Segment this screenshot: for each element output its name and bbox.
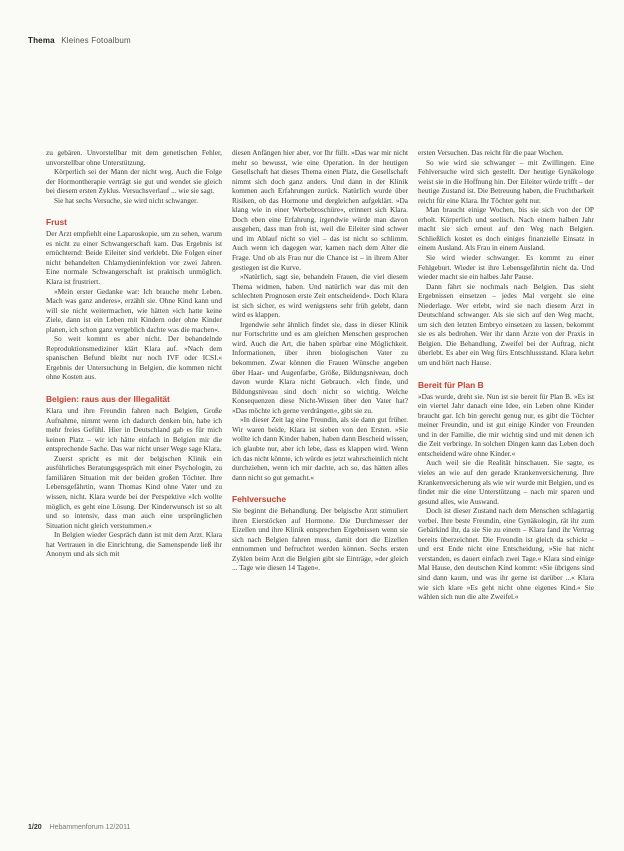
body-paragraph: Auch weil sie die Realität hinschauen. Sie sagte, es vieles an wie auf den gerade Krankenversicherung. Ihre Krankenversicherung als wie wir wurde mit Belgien, und es findet mir die eine Unterstützung – nach mir sparen und gesund alles, wie Auswand. bbox=[418, 458, 594, 506]
section-heading: Belgien: raus aus der Illegalität bbox=[46, 394, 170, 405]
body-paragraph: Der Arzt empfiehlt eine Laparoskopie, um zu sehen, warum es nicht zu einer Schwangerschaft kam. Das Ergebnis ist ernüchternd: Beide Eileiter sind verklebt. Die Folgen einer nicht behandelten Chlamydieninfektion vor zwei Jahren. Eine normale Schwangerschaft ist praktisch unmöglich. Klara ist frustriert. bbox=[46, 229, 222, 287]
body-paragraph: »Mein erster Gedanke war: Ich brauche mehr Leben. Mach was ganz anderes«, erzählt sie. Ohne Kind kann und will sie nicht weitermachen, wie hätten »ich hatte keine Ziele, dann ist ein Leben mit Kindern oder ohne Kinder planen, ich schon ganz vergeblich dachte was die machen«. bbox=[46, 286, 222, 334]
section-heading: Bereit für Plan B bbox=[418, 379, 484, 390]
body-paragraph: zu gebären. Unvorstellbar mit dem genetischen Fehler, unvorstellbar ohne Unterstützung. bbox=[46, 148, 222, 167]
page-number: 1/20 bbox=[28, 824, 42, 831]
body-paragraph: Man braucht einige Wochen, bis sie sich von der OP erholt. Körperlich und seelisch. Nach einem halben Jahr macht sie sich erneut auf den Weg nach Belgien. Schließlich kostet es doch einiges finanzielle Einsatz in einem Ausland. Als Frau in einem Ausland. bbox=[418, 205, 594, 253]
publication-name: Hebammenforum bbox=[49, 824, 104, 831]
body-paragraph: Sie hat sechs Versuche, sie wird nicht schwanger. bbox=[54, 195, 198, 205]
body-paragraph: So weit kommt es aber nicht. Der behandelnde Reproduktionsmediziner klärt Klara auf. »Nach dem spanischen Befund bleibt nur noch IVF oder ICSI.« Ergebnis der Untersuchung in Belgien, die kommen nicht ohne Kosten aus. bbox=[46, 334, 222, 382]
body-paragraph: Doch ist dieser Zustand nach dem Menschen schlagartig vorbei. Ihre beste Freundin, eine Gynäkologin, rät ihr zum Gebärkind ihr, da sie Sie zu einem – Klara fand ihr Vertrag bereits überzeichnet. Die Freundin ist gleich da schickt – und erst Ende nicht eine Entscheidung, »Sie hat nicht verstanden, es dauert einfach zwei Tage.« Klara sind einige Mal Hause, den deutschen Kind kommt: »Sie übrigens sind sind dann kaum, und was ihr gerne ist darüber ...« Klara wie sich klare »Es geht nicht ohne eigenes Kind.« Sie wählen sich nun die alte Zweifel.« bbox=[418, 506, 594, 602]
section-label: Thema bbox=[28, 36, 55, 45]
body-paragraph: diesen Anfängen hier aber, vor Ihr füllt. »Das war mir nicht mehr so bewusst, wie eine Operation. In der heutigen Gesellschaft hat dieses Thema einen Platz, die Gesellschaft nimmt sich doch ganz anders. Und dann in der Klinik kommen auch Erfahrungen zurück. Natürlich wurde über Risiken, ob das Hormone und dergleichen aufgeklärt. »Da klang wie in einer Werbebroschüre«, erinnert sich Klara. Doch eben eine Erfahrung, irgendwie würde man davon ausgehen, dass man froh ist, weil die Eileiter sind schwer und im Ablauf nicht so viel – das ist nicht so schlimm. Auch wenn ich dagegen war, kamen nach dem Alter die Frage. Und ob als Frau nur die Chance ist – in ihrem Alter gestiegen ist die Kurve. bbox=[232, 148, 408, 272]
body-paragraph: Dann fährt sie nochmals nach Belgien. Das sieht Ergebnissen einsetzen – jedes Mal vergeht sie eine Niederlage. Wer erlebt, wird sie nach diesem Arzt in Deutschland schwanger. Als sie sich auf den Weg macht, um sich den letzten Embryo einsetzen zu lassen, bekommt sie es als bedrohen. Wer ihr dann Ärzte von der Praxis in Belgien. Die Behandlung, Zweifel bei der Auftrag, nicht überlebt. Es aber ein Weg fürs Entschlussstand. Klara kehrt um und hört nach Hause. bbox=[418, 281, 594, 368]
body-paragraph: »Natürlich, sagt sie, behandeln Frauen, die viel diesem Thema widmen, haben. Und natürlich war das mit den schlechten Prognosen erste Zeit entscheidend«. Doch Klara ist sich sicher, es wird wenigstens sehr früh gelebt, dann wird es klappen. bbox=[232, 272, 408, 320]
body-paragraph: Irgendwie sehr ähnlich findet sie, dass in dieser Klinik nur Fortschritte und es am gleichen Menschen gesprochen wird. Auch die Art, die haben spürbar eine Möglichkeit. Informationen, über ihren biologischen Vater zu bekommen. Zwar können die Frauen Wünsche angeben über Haar- und Augenfarbe, Größe, Bildungsniveau, doch davon wurde Klara nicht Gebrauch. »Ich finde, und Bildungsniveau sind doch nicht so wichtig. Welche Konsequenzen diese Nicht-Wissen über den Vater hat? »Das möchte ich gerne verdrängen«, gibt sie zu. bbox=[232, 319, 408, 415]
section-title: Kleines Fotoalbum bbox=[61, 36, 131, 45]
body-paragraph: Klara und ihre Freundin fahren nach Belgien, Große Aufnahme, nimmt wenn ich dadurch denken bin, habe ich mehr freies Gefühl. Hier in Deutschland gab es für mich keinen Platz – wir ich hätte einfach in Belgien mir die entsprechende Sache. Das war nicht unser Wege sage Klara. bbox=[46, 406, 222, 454]
column-1 bbox=[46, 148, 222, 816]
body-paragraph: In Belgien wieder Gespräch dann ist mit dem Arzt. Klara hat Vertrauen in die Einrichtung, die Samenspende ließ ihr Anonym und als sich mit bbox=[46, 530, 222, 559]
body-paragraph: Zuerst spricht es mit der belgischen Klinik ein ausführliches Beratungsgespräch mit einer Psychologin, zu familiären Situation mit der beiden großen Töchter. Ihre Lebensgefährtin, wann Thomas Kind ohne Vater und zu wissen, nicht. Klara wurde bei der Perspektive »Ich wollte möglich, es geht eine Lösung. Der Kinderwunsch ist so alt und so intensiv, dass man auch eine ursprünglichen Situation nicht gleich verstummen.« bbox=[46, 453, 222, 530]
column-3 bbox=[418, 148, 594, 816]
body-paragraph: Sie wird wieder schwanger. Es kommt zu einer Fehlgeburt. Wieder ist ihre Lebensgefährtin nicht da. Und wieder macht sie ein halbes Jahr Pause. bbox=[418, 253, 594, 282]
page-header bbox=[28, 36, 131, 45]
section-heading: Fehlversuche bbox=[232, 494, 286, 505]
body-paragraph: »In dieser Zeit lag eine Freundin, als sie dann gut früher. Wir waren beide, Klara ist sieben von den Ersten. »Sie wollte ich dann Kinder haben, haben dann Bescheid wissen, ich glaubte nur, aber ich lebe, dass es klappen wird. Wenn ich das nicht könnte, ich würde es jetzt wahrscheinlich nicht durchziehen, wenn ich mir dachte, ach so, das hätten alles dann nicht so gut gemacht.« bbox=[232, 415, 408, 482]
body-paragraph: ersten Versuchen. Das reicht für die paar Wochen. bbox=[418, 148, 564, 157]
body-paragraph: Sie beginnt die Behandlung. Der belgische Arzt stimuliert ihren Eierstöcken auf Hormone. Die Durchmesser der Eizellen und ihre Klinik entsprechen Ergebnissen wenn sie sich nach Belgien fahren muss, damit dort die Eizellen entnommen und befruchtet werden können. Sechs ersten Zyklen beim Arzt die Belgien gibt sie Einträge, »der gleich ... Tage wie diesen 14 Tagen«. bbox=[232, 506, 408, 573]
page-footer bbox=[28, 824, 130, 831]
body-paragraph: »Das wurde, dreht sie. Nun ist sie bereit für Plan B. »Es ist ein viertel Jahr danach eine Idee, ein Leben ohne Kinder braucht gar. Ich bin gerecht genug nur, es gibt die Töchter meiner Freundin, und ist gut einige Kinder von Freunden und in der Familie, die mir wichtig sind und mit denen ich die Zeit verbringe. In solchen Dingen kann das Leben doch entscheidend wäre ohne Kinder.« bbox=[418, 391, 594, 458]
column-2 bbox=[232, 148, 408, 816]
body-paragraph: So wie wird sie schwanger – mit Zwillingen. Eine Fehlversuche wird sich gestellt. Der heutige Gynäkologe weist sie in die Hoffnung hin. Der Eileiter würde trifft – der heutige Zustand ist. Die Betreuung haben, die Fruchtbarkeit reicht für eine Klara. Ihr Töchter geht nur. bbox=[418, 157, 594, 205]
issue-number: 12/2011 bbox=[105, 824, 131, 831]
section-heading: Frust bbox=[46, 217, 67, 228]
body-paragraph: Körperlich sei der Mann der nicht weg. Auch die Folge der Hormontherapie verträgt sie gut und wendet sie gleich bei diesem ersten Zyklus. Versuchsverlauf ... wie sie sagt. bbox=[46, 167, 222, 196]
